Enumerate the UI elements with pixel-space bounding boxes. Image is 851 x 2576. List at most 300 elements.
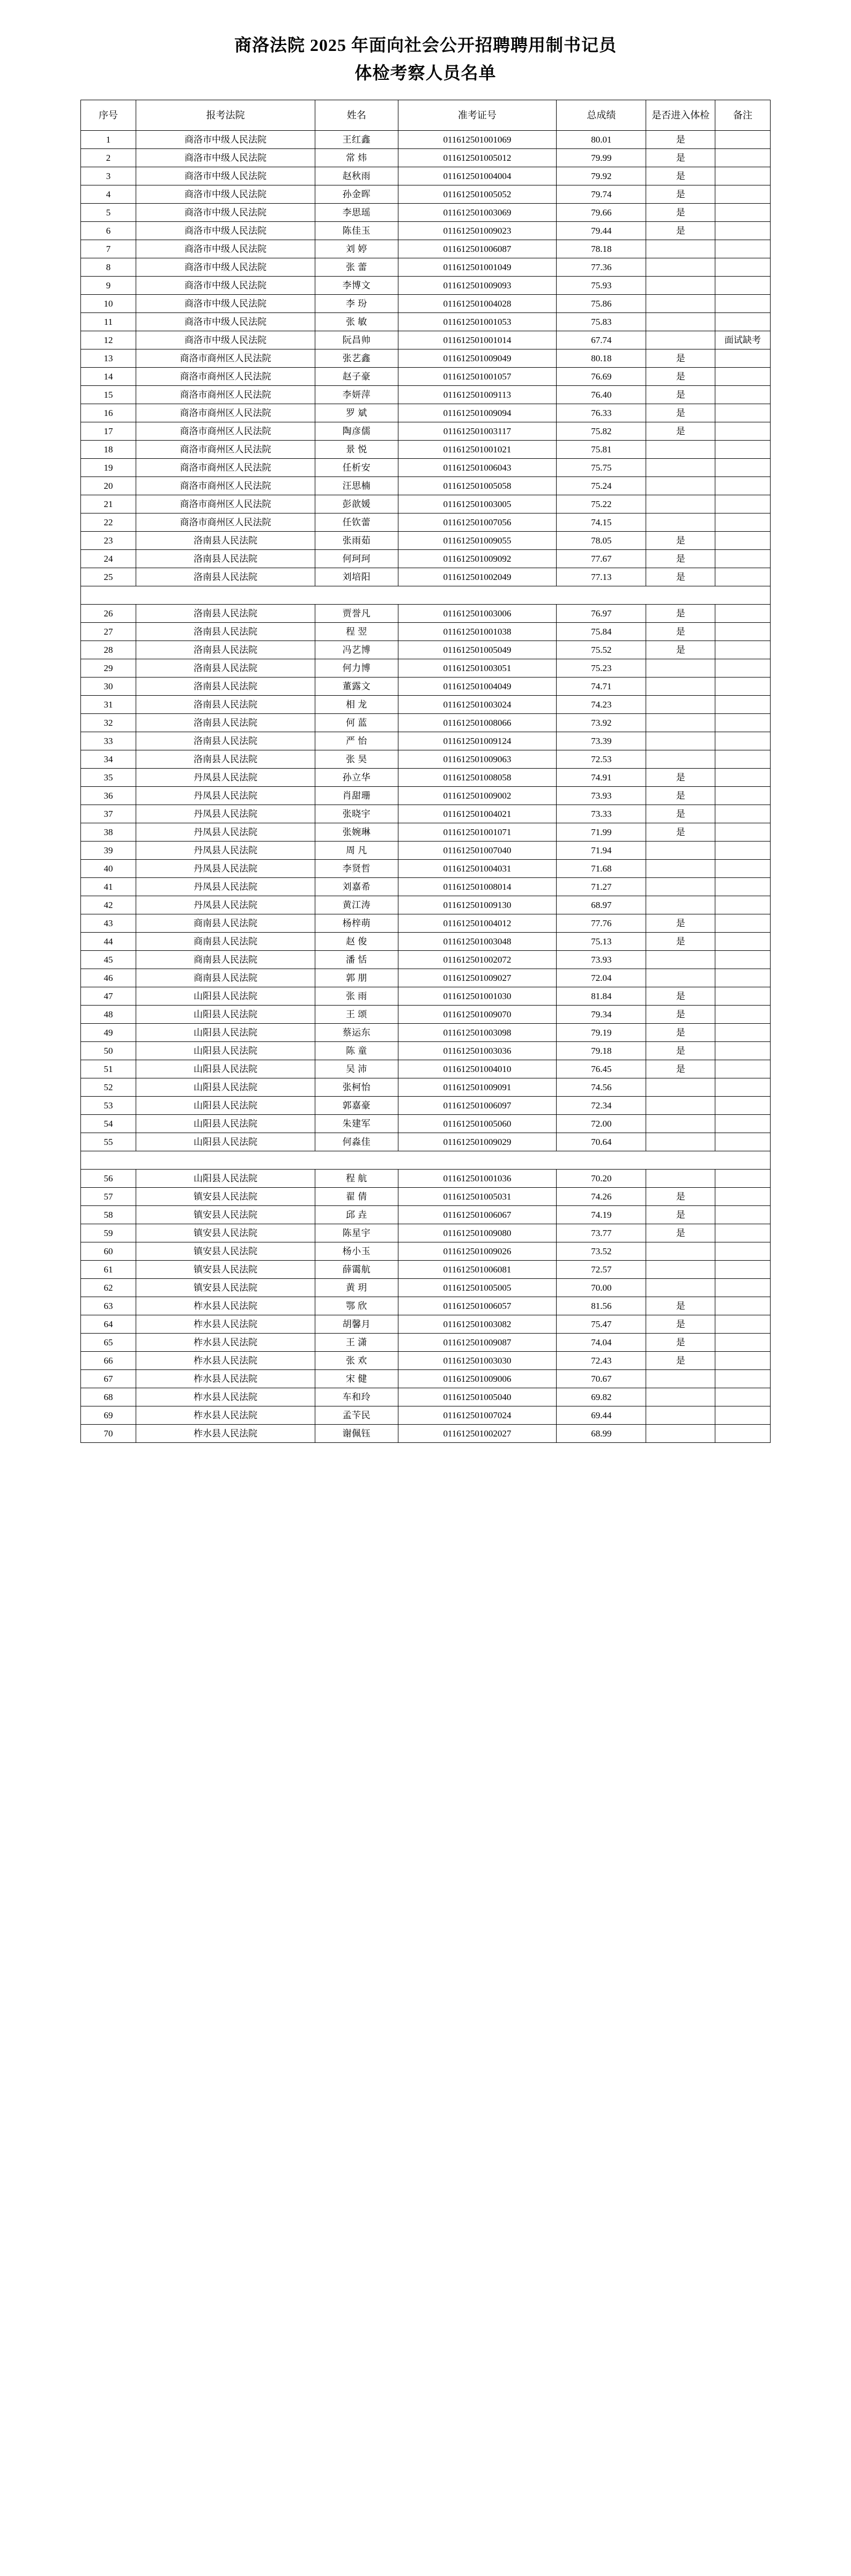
- cell-physical: [646, 331, 715, 349]
- cell-name: 黄 玥: [315, 1279, 398, 1297]
- cell-name: 何珂珂: [315, 550, 398, 568]
- cell-ticket: 011612501009113: [398, 386, 557, 404]
- cell-court: 山阳县人民法院: [136, 1170, 315, 1188]
- cell-court: 丹凤县人民法院: [136, 842, 315, 860]
- cell-court: 洛南县人民法院: [136, 532, 315, 550]
- cell-score: 73.39: [557, 732, 646, 750]
- cell-note: [715, 969, 771, 987]
- cell-court: 柞水县人民法院: [136, 1297, 315, 1315]
- cell-court: 柞水县人民法院: [136, 1406, 315, 1425]
- cell-note: [715, 769, 771, 787]
- cell-ticket: 011612501003030: [398, 1352, 557, 1370]
- cell-note: [715, 896, 771, 914]
- cell-score: 74.19: [557, 1206, 646, 1224]
- cell-court: 商洛市商州区人民法院: [136, 349, 315, 368]
- cell-name: 张 欢: [315, 1352, 398, 1370]
- cell-ticket: 011612501005040: [398, 1388, 557, 1406]
- cell-name: 赵秋雨: [315, 167, 398, 185]
- cell-note: [715, 532, 771, 550]
- cell-score: 76.40: [557, 386, 646, 404]
- cell-index: 14: [81, 368, 136, 386]
- cell-score: 72.34: [557, 1097, 646, 1115]
- cell-physical: [646, 860, 715, 878]
- cell-name: 王 潇: [315, 1334, 398, 1352]
- cell-name: 张 敏: [315, 313, 398, 331]
- cell-physical: [646, 277, 715, 295]
- cell-ticket: 011612501003069: [398, 204, 557, 222]
- cell-index: 21: [81, 495, 136, 513]
- table-row: [81, 477, 771, 495]
- cell-ticket: 011612501009055: [398, 532, 557, 550]
- table-row: [81, 167, 771, 185]
- cell-physical: [646, 896, 715, 914]
- cell-name: 何淼佳: [315, 1133, 398, 1151]
- cell-index: 31: [81, 696, 136, 714]
- cell-court: 商洛市商州区人民法院: [136, 368, 315, 386]
- cell-physical: 是: [646, 769, 715, 787]
- cell-note: [715, 1352, 771, 1370]
- cell-index: 20: [81, 477, 136, 495]
- table-row: [81, 805, 771, 823]
- cell-court: 商洛市商州区人民法院: [136, 441, 315, 459]
- cell-physical: [646, 951, 715, 969]
- cell-ticket: 011612501009063: [398, 750, 557, 769]
- cell-score: 71.27: [557, 878, 646, 896]
- cell-physical: 是: [646, 404, 715, 422]
- cell-score: 77.36: [557, 258, 646, 277]
- cell-score: 75.24: [557, 477, 646, 495]
- cell-score: 74.15: [557, 513, 646, 532]
- cell-ticket: 011612501004021: [398, 805, 557, 823]
- cell-name: 李 玢: [315, 295, 398, 313]
- cell-ticket: 011612501009130: [398, 896, 557, 914]
- table-row: [81, 969, 771, 987]
- cell-name: 郭嘉豪: [315, 1097, 398, 1115]
- cell-name: 陈佳玉: [315, 222, 398, 240]
- cell-index: 7: [81, 240, 136, 258]
- cell-court: 商洛市商州区人民法院: [136, 477, 315, 495]
- cell-score: 71.94: [557, 842, 646, 860]
- cell-note: [715, 878, 771, 896]
- cell-ticket: 011612501003117: [398, 422, 557, 441]
- cell-score: 67.74: [557, 331, 646, 349]
- cell-ticket: 011612501004049: [398, 677, 557, 696]
- cell-name: 杨小玉: [315, 1242, 398, 1261]
- cell-name: 何力博: [315, 659, 398, 677]
- cell-note: [715, 1224, 771, 1242]
- cell-note: [715, 659, 771, 677]
- cell-score: 75.84: [557, 623, 646, 641]
- cell-note: [715, 277, 771, 295]
- cell-court: 洛南县人民法院: [136, 750, 315, 769]
- table-row: [81, 623, 771, 641]
- cell-name: 李思瑶: [315, 204, 398, 222]
- cell-score: 74.91: [557, 769, 646, 787]
- cell-ticket: 011612501006057: [398, 1297, 557, 1315]
- cell-index: 15: [81, 386, 136, 404]
- cell-note: [715, 149, 771, 167]
- cell-court: 山阳县人民法院: [136, 1042, 315, 1060]
- table-row: [81, 222, 771, 240]
- cell-index: 47: [81, 987, 136, 1006]
- cell-physical: 是: [646, 1297, 715, 1315]
- cell-ticket: 011612501009027: [398, 969, 557, 987]
- cell-physical: 是: [646, 532, 715, 550]
- cell-index: 61: [81, 1261, 136, 1279]
- cell-index: 2: [81, 149, 136, 167]
- cell-name: 谢佩钰: [315, 1425, 398, 1443]
- cell-score: 74.56: [557, 1078, 646, 1097]
- cell-ticket: 011612501001049: [398, 258, 557, 277]
- cell-court: 商洛市商州区人民法院: [136, 513, 315, 532]
- cell-physical: [646, 513, 715, 532]
- cell-physical: 是: [646, 167, 715, 185]
- cell-ticket: 011612501001038: [398, 623, 557, 641]
- cell-name: 周 凡: [315, 842, 398, 860]
- cell-note: [715, 1425, 771, 1443]
- cell-physical: [646, 714, 715, 732]
- cell-index: 57: [81, 1188, 136, 1206]
- cell-note: [715, 623, 771, 641]
- cell-score: 80.18: [557, 349, 646, 368]
- cell-index: 36: [81, 787, 136, 805]
- cell-note: [715, 404, 771, 422]
- cell-name: 罗 斌: [315, 404, 398, 422]
- cell-index: 49: [81, 1024, 136, 1042]
- cell-physical: 是: [646, 933, 715, 951]
- cell-ticket: 011612501009087: [398, 1334, 557, 1352]
- cell-score: 71.99: [557, 823, 646, 842]
- cell-index: 54: [81, 1115, 136, 1133]
- cell-name: 薛霭航: [315, 1261, 398, 1279]
- cell-ticket: 011612501004028: [398, 295, 557, 313]
- cell-score: 75.13: [557, 933, 646, 951]
- cell-physical: [646, 1388, 715, 1406]
- cell-name: 刘培阳: [315, 568, 398, 586]
- cell-ticket: 011612501006097: [398, 1097, 557, 1115]
- cell-court: 柞水县人民法院: [136, 1370, 315, 1388]
- cell-note: [715, 550, 771, 568]
- cell-court: 商洛市中级人民法院: [136, 240, 315, 258]
- cell-index: 23: [81, 532, 136, 550]
- cell-name: 张 昊: [315, 750, 398, 769]
- cell-ticket: 011612501007040: [398, 842, 557, 860]
- cell-ticket: 011612501004031: [398, 860, 557, 878]
- cell-index: 17: [81, 422, 136, 441]
- column-header-index: 序号: [81, 100, 136, 131]
- cell-ticket: 011612501003024: [398, 696, 557, 714]
- cell-name: 景 悦: [315, 441, 398, 459]
- cell-court: 商洛市商州区人民法院: [136, 386, 315, 404]
- cell-score: 81.56: [557, 1297, 646, 1315]
- cell-ticket: 011612501004004: [398, 167, 557, 185]
- table-row: [81, 1315, 771, 1334]
- table-row: [81, 1097, 771, 1115]
- cell-name: 翟 倩: [315, 1188, 398, 1206]
- cell-score: 76.45: [557, 1060, 646, 1078]
- cell-note: [715, 696, 771, 714]
- cell-name: 张艺鑫: [315, 349, 398, 368]
- cell-index: 66: [81, 1352, 136, 1370]
- cell-ticket: 011612501009092: [398, 550, 557, 568]
- column-header-name: 姓名: [315, 100, 398, 131]
- cell-note: [715, 1206, 771, 1224]
- cell-score: 70.00: [557, 1279, 646, 1297]
- cell-note: 面试缺考: [715, 331, 771, 349]
- cell-court: 山阳县人民法院: [136, 1060, 315, 1078]
- cell-note: [715, 1388, 771, 1406]
- cell-physical: [646, 295, 715, 313]
- cell-court: 丹凤县人民法院: [136, 878, 315, 896]
- cell-physical: [646, 1133, 715, 1151]
- cell-index: 40: [81, 860, 136, 878]
- table-row: [81, 714, 771, 732]
- cell-name: 李博文: [315, 277, 398, 295]
- cell-name: 彭歆媛: [315, 495, 398, 513]
- table-row: [81, 696, 771, 714]
- cell-ticket: 011612501004010: [398, 1060, 557, 1078]
- column-header-note: 备注: [715, 100, 771, 131]
- table-row: [81, 331, 771, 349]
- page-break-spacer: [81, 1151, 771, 1170]
- cell-ticket: 011612501001030: [398, 987, 557, 1006]
- table-row: [81, 495, 771, 513]
- cell-court: 洛南县人民法院: [136, 696, 315, 714]
- cell-court: 山阳县人民法院: [136, 1133, 315, 1151]
- table-row: [81, 933, 771, 951]
- cell-note: [715, 459, 771, 477]
- table-row: [81, 1297, 771, 1315]
- cell-note: [715, 1188, 771, 1206]
- cell-note: [715, 185, 771, 204]
- cell-note: [715, 605, 771, 623]
- page-subtitle: 体检考察人员名单: [354, 63, 497, 83]
- table-row: [81, 1170, 771, 1188]
- cell-physical: [646, 677, 715, 696]
- cell-index: 4: [81, 185, 136, 204]
- cell-name: 阮昌帅: [315, 331, 398, 349]
- cell-physical: 是: [646, 1060, 715, 1078]
- cell-physical: [646, 878, 715, 896]
- table-row: [81, 149, 771, 167]
- cell-note: [715, 1297, 771, 1315]
- cell-index: 24: [81, 550, 136, 568]
- cell-score: 72.53: [557, 750, 646, 769]
- cell-index: 69: [81, 1406, 136, 1425]
- cell-score: 79.66: [557, 204, 646, 222]
- cell-note: [715, 1242, 771, 1261]
- cell-ticket: 011612501004012: [398, 914, 557, 933]
- cell-ticket: 011612501009070: [398, 1006, 557, 1024]
- cell-note: [715, 1170, 771, 1188]
- cell-physical: 是: [646, 805, 715, 823]
- table-row: [81, 1042, 771, 1060]
- cell-note: [715, 441, 771, 459]
- cell-ticket: 011612501001053: [398, 313, 557, 331]
- table-row: [81, 641, 771, 659]
- cell-name: 陶彦儒: [315, 422, 398, 441]
- cell-court: 商洛市中级人民法院: [136, 222, 315, 240]
- cell-index: 65: [81, 1334, 136, 1352]
- cell-note: [715, 1042, 771, 1060]
- cell-note: [715, 131, 771, 149]
- cell-index: 39: [81, 842, 136, 860]
- cell-physical: [646, 842, 715, 860]
- cell-note: [715, 1133, 771, 1151]
- cell-index: 67: [81, 1370, 136, 1388]
- table-row: [81, 1060, 771, 1078]
- cell-index: 59: [81, 1224, 136, 1242]
- table-row: [81, 677, 771, 696]
- column-header-court: 报考法院: [136, 100, 315, 131]
- cell-court: 柞水县人民法院: [136, 1352, 315, 1370]
- cell-ticket: 011612501009006: [398, 1370, 557, 1388]
- cell-note: [715, 1115, 771, 1133]
- cell-ticket: 011612501003005: [398, 495, 557, 513]
- cell-note: [715, 477, 771, 495]
- cell-name: 黄江涛: [315, 896, 398, 914]
- table-row: [81, 1024, 771, 1042]
- table-row: [81, 1188, 771, 1206]
- cell-score: 76.69: [557, 368, 646, 386]
- cell-note: [715, 1370, 771, 1388]
- cell-ticket: 011612501008058: [398, 769, 557, 787]
- cell-ticket: 011612501003048: [398, 933, 557, 951]
- cell-court: 商南县人民法院: [136, 969, 315, 987]
- cell-note: [715, 987, 771, 1006]
- cell-index: 37: [81, 805, 136, 823]
- cell-index: 62: [81, 1279, 136, 1297]
- table-row: [81, 1242, 771, 1261]
- cell-ticket: 011612501007056: [398, 513, 557, 532]
- cell-physical: 是: [646, 185, 715, 204]
- cell-physical: [646, 1406, 715, 1425]
- cell-court: 柞水县人民法院: [136, 1388, 315, 1406]
- table-row: [81, 769, 771, 787]
- cell-physical: 是: [646, 1188, 715, 1206]
- table-row: [81, 987, 771, 1006]
- cell-ticket: 011612501002072: [398, 951, 557, 969]
- cell-name: 董露文: [315, 677, 398, 696]
- cell-score: 75.75: [557, 459, 646, 477]
- cell-note: [715, 349, 771, 368]
- cell-index: 18: [81, 441, 136, 459]
- cell-index: 42: [81, 896, 136, 914]
- cell-index: 30: [81, 677, 136, 696]
- cell-note: [715, 1024, 771, 1042]
- cell-court: 镇安县人民法院: [136, 1242, 315, 1261]
- table-row: [81, 1006, 771, 1024]
- cell-score: 72.00: [557, 1115, 646, 1133]
- table-row: [81, 878, 771, 896]
- cell-index: 41: [81, 878, 136, 896]
- cell-index: 51: [81, 1060, 136, 1078]
- cell-court: 柞水县人民法院: [136, 1425, 315, 1443]
- cell-name: 王 颂: [315, 1006, 398, 1024]
- cell-name: 王红鑫: [315, 131, 398, 149]
- table-row: [81, 605, 771, 623]
- table-row: [81, 386, 771, 404]
- cell-ticket: 011612501009124: [398, 732, 557, 750]
- cell-ticket: 011612501001021: [398, 441, 557, 459]
- cell-index: 68: [81, 1388, 136, 1406]
- cell-court: 山阳县人民法院: [136, 1024, 315, 1042]
- cell-court: 洛南县人民法院: [136, 550, 315, 568]
- cell-note: [715, 167, 771, 185]
- cell-index: 3: [81, 167, 136, 185]
- cell-court: 商洛市中级人民法院: [136, 185, 315, 204]
- cell-note: [715, 204, 771, 222]
- cell-score: 68.99: [557, 1425, 646, 1443]
- table-row: [81, 1406, 771, 1425]
- cell-physical: 是: [646, 422, 715, 441]
- cell-physical: [646, 1279, 715, 1297]
- cell-score: 79.99: [557, 149, 646, 167]
- cell-court: 镇安县人民法院: [136, 1188, 315, 1206]
- table-row: [81, 295, 771, 313]
- cell-physical: [646, 459, 715, 477]
- cell-physical: 是: [646, 641, 715, 659]
- cell-physical: [646, 732, 715, 750]
- cell-physical: 是: [646, 914, 715, 933]
- cell-index: 43: [81, 914, 136, 933]
- cell-court: 商洛市中级人民法院: [136, 149, 315, 167]
- table-row: [81, 204, 771, 222]
- table-row: [81, 550, 771, 568]
- cell-name: 鄂 欣: [315, 1297, 398, 1315]
- cell-note: [715, 933, 771, 951]
- cell-score: 70.20: [557, 1170, 646, 1188]
- cell-score: 72.43: [557, 1352, 646, 1370]
- cell-score: 75.82: [557, 422, 646, 441]
- cell-index: 27: [81, 623, 136, 641]
- table-row: [81, 277, 771, 295]
- cell-note: [715, 1406, 771, 1425]
- cell-name: 张雨茹: [315, 532, 398, 550]
- cell-court: 山阳县人民法院: [136, 1115, 315, 1133]
- cell-ticket: 011612501009023: [398, 222, 557, 240]
- table-row: [81, 513, 771, 532]
- cell-name: 陈 童: [315, 1042, 398, 1060]
- cell-note: [715, 1315, 771, 1334]
- cell-name: 常 炜: [315, 149, 398, 167]
- table-row: [81, 313, 771, 331]
- cell-name: 蔡运东: [315, 1024, 398, 1042]
- cell-note: [715, 1097, 771, 1115]
- cell-ticket: 011612501007024: [398, 1406, 557, 1425]
- cell-physical: [646, 1115, 715, 1133]
- cell-court: 商洛市商州区人民法院: [136, 404, 315, 422]
- cell-name: 张婉琳: [315, 823, 398, 842]
- table-row: [81, 1133, 771, 1151]
- table-row: [81, 404, 771, 422]
- cell-court: 商南县人民法院: [136, 951, 315, 969]
- cell-score: 74.71: [557, 677, 646, 696]
- cell-ticket: 011612501009049: [398, 349, 557, 368]
- cell-court: 洛南县人民法院: [136, 605, 315, 623]
- cell-score: 76.33: [557, 404, 646, 422]
- cell-index: 46: [81, 969, 136, 987]
- table-row: [81, 441, 771, 459]
- cell-note: [715, 951, 771, 969]
- cell-ticket: 011612501009029: [398, 1133, 557, 1151]
- cell-score: 71.68: [557, 860, 646, 878]
- cell-court: 丹凤县人民法院: [136, 769, 315, 787]
- cell-score: 79.34: [557, 1006, 646, 1024]
- cell-note: [715, 1279, 771, 1297]
- cell-name: 何 蓝: [315, 714, 398, 732]
- cell-name: 孟苄民: [315, 1406, 398, 1425]
